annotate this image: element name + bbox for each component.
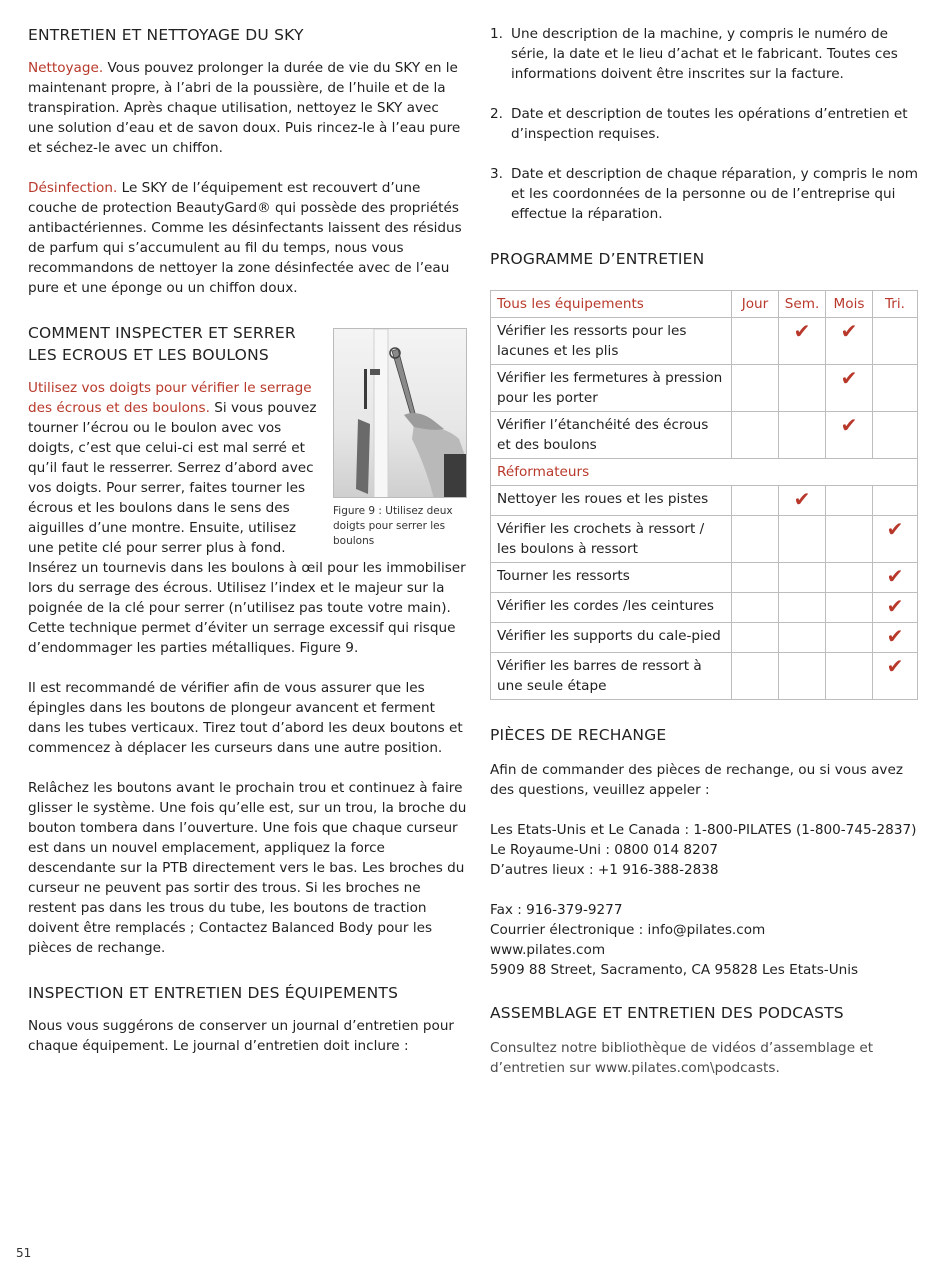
check-cell-week [779, 365, 826, 412]
cleaning-paragraph [28, 58, 468, 158]
check-cell-week [779, 623, 826, 653]
check-cell-week [779, 563, 826, 593]
list-item [490, 164, 920, 224]
group2-header [491, 459, 918, 486]
check-cell-day [732, 563, 779, 593]
task-cell: Vérifier l’étanchéité des écrous et des boulons [491, 412, 732, 459]
table-row [491, 653, 918, 700]
check-cell-month [826, 486, 873, 516]
check-cell-quarter [873, 623, 918, 653]
parts-section-title: PIÈCES DE RECHANGE [490, 726, 667, 744]
checkmark-icon: ✔ [886, 564, 904, 588]
nettoyage-label: Nettoyage. [28, 60, 104, 76]
check-cell-day [732, 365, 779, 412]
maintenance-schedule-table [490, 290, 918, 700]
contact-block [490, 900, 920, 980]
check-cell-quarter [873, 365, 918, 412]
list-item-text: Une description de la machine, y compris le numéro de série, la date et le lieu d’achat et le fabricant. Toutes ces informations doivent être inscrites sur la facture. [511, 26, 898, 82]
header-all-equipment: Tous les équipements [491, 291, 732, 318]
check-cell-day [732, 593, 779, 623]
inspect-title-line1: COMMENT INSPECTER ET SERRER [28, 324, 296, 342]
list-item-number: 3. [490, 166, 503, 182]
podcasts-paragraph: Consultez notre bibliothèque de vidéos d’assemblage et d’entretien sur www.pilates.com\podcasts. [490, 1040, 874, 1076]
table-row [491, 318, 918, 365]
header-month: Mois [826, 291, 873, 318]
check-cell-day [732, 486, 779, 516]
inspect-title-line2: LES ECROUS ET LES BOULONS [28, 346, 269, 364]
check-cell-day [732, 318, 779, 365]
right-column [490, 24, 920, 1098]
header-week: Sem. [779, 291, 826, 318]
checkmark-icon: ✔ [886, 594, 904, 618]
phone-block [490, 820, 920, 880]
website: www.pilates.com [490, 942, 606, 958]
check-cell-week [779, 486, 826, 516]
header-day: Jour [732, 291, 779, 318]
table-row [491, 412, 918, 459]
table-header-row [491, 291, 918, 318]
parts-intro: Afin de commander des pièces de rechange, ou si vous avez des questions, veuillez appeler : [490, 762, 903, 798]
check-cell-quarter [873, 486, 918, 516]
check-cell-day [732, 653, 779, 700]
check-cell-quarter [873, 318, 918, 365]
schedule-section-title: PROGRAMME D’ENTRETIEN [490, 250, 705, 268]
buttons-paragraph: Relâchez les boutons avant le prochain trou et continuez à faire glisser le système. Une fois qu’elle est, sur un trou, la broche du bouton tombera dans l’ouverture. Une fois que chaque curseur est dans un nouvel emplacement, appliquez la force descendante sur la PTB directement vers le bas. Les broches du curseur ne peuvent pas sortir des trous. Si les broches ne restent pas dans les trous du tube, les boutons de traction doivent être remplacés ; Contactez Balanced Body pour les pièces de rechange. [28, 780, 467, 956]
task-cell: Vérifier les crochets à ressort / les boulons à ressort [491, 516, 732, 563]
plunger-paragraph: Il est recommandé de vérifier afin de vous assurer que les épingles dans les boutons de plongeur avancent et ferment dans les tubes verticaux. Tirez tout d’abord les deux boutons et commencez à déplacer les curseurs dans une autre position. [28, 680, 463, 756]
check-cell-day [732, 412, 779, 459]
phone-other: D’autres lieux : +1 916-388-2838 [490, 862, 719, 878]
checkmark-icon: ✔ [793, 487, 811, 511]
checkmark-icon: ✔ [840, 413, 858, 437]
table-row [491, 593, 918, 623]
checkmark-icon: ✔ [886, 654, 904, 678]
task-cell: Vérifier les barres de ressort à une seule étape [491, 653, 732, 700]
equipment-paragraph: Nous vous suggérons de conserver un journal d’entretien pour chaque équipement. Le journal d’entretien doit inclure : [28, 1018, 455, 1054]
check-cell-day [732, 623, 779, 653]
phone-us-ca: Les Etats-Unis et Le Canada : 1-800-PILATES (1-800-745-2837) [490, 822, 917, 838]
table-row [491, 516, 918, 563]
table-row [491, 365, 918, 412]
check-cell-month [826, 563, 873, 593]
group2-body [491, 486, 918, 700]
list-item-text: Date et description de chaque réparation, y compris le nom et les coordonnées de la personne ou de l’entreprise qui effectue la réparation. [511, 166, 919, 222]
check-cell-quarter [873, 516, 918, 563]
left-column [28, 24, 468, 1076]
address: 5909 88 Street, Sacramento, CA 95828 Les Etats-Unis [490, 962, 859, 978]
check-cell-month [826, 593, 873, 623]
checkmark-icon: ✔ [886, 517, 904, 541]
check-cell-quarter [873, 593, 918, 623]
header-quarter: Tri. [873, 291, 918, 318]
check-cell-month [826, 653, 873, 700]
desinfection-label: Désinfection. [28, 180, 118, 196]
check-cell-week [779, 593, 826, 623]
reformers-row [491, 459, 918, 486]
table-row [491, 486, 918, 516]
inspect-lead: Utilisez vos doigts pour vérifier le serrage des écrous et des boulons. [28, 380, 312, 416]
check-cell-month [826, 365, 873, 412]
desinfection-text: Le SKY de l’équipement est recouvert d’une couche de protection BeautyGard® qui possède des propriétés antibactériennes. Comme les désinfectants laissent des résidus de parfum qui s’accumulent au fil du temps, nous vous recommandons de nettoyer la zone désinfectée avec de l’eau pure et une éponge ou un chiffon doux. [28, 180, 462, 296]
disinfection-paragraph [28, 178, 468, 298]
task-cell: Vérifier les ressorts pour les lacunes et les plis [491, 318, 732, 365]
figure-9-caption: Figure 9 : Utilisez deux doigts pour serrer les boulons [333, 505, 453, 547]
fax: Fax : 916-379-9277 [490, 902, 623, 918]
task-cell: Vérifier les cordes /les ceintures [491, 593, 732, 623]
inspect-body: Si vous pouvez tourner l’écrou ou le boulon avec vos doigts, c’est que celui-ci est mal serré et qu’il faut le resserrer. Serrez d’abord avec vos doigts. Pour serrer, faites tourner les écrous et les boulons dans le sens des aiguilles d’une montre. Ensuite, utilisez une petite clé pour serrer plus à fond. Insérez un tournevis dans les boulons à œil pour les immobiliser lors du serrage des écrous. Utilisez l’index et le majeur sur la poignée de la clé pour serrer (n’utilisez pas toute votre main). Cette technique permet d’éviter un serrage excessif qui risque d’endommager les parties métalliques. [28, 400, 466, 656]
email: Courrier électronique : info@pilates.com [490, 922, 766, 938]
check-cell-week [779, 318, 826, 365]
inspect-section [28, 322, 468, 958]
cleaning-section-title: ENTRETIEN ET NETTOYAGE DU SKY [28, 26, 304, 44]
reformers-label: Réformateurs [491, 459, 918, 486]
check-cell-day [732, 516, 779, 563]
checkmark-icon: ✔ [793, 319, 811, 343]
checkmark-icon: ✔ [840, 366, 858, 390]
task-cell: Vérifier les supports du cale-pied [491, 623, 732, 653]
check-cell-quarter [873, 563, 918, 593]
check-cell-month [826, 318, 873, 365]
hand-tightening-bolt-illustration [334, 329, 467, 498]
maintenance-log-list [490, 24, 920, 224]
check-cell-month [826, 412, 873, 459]
check-cell-week [779, 412, 826, 459]
check-cell-week [779, 516, 826, 563]
figure-9-photo [333, 328, 467, 498]
figure-9 [333, 328, 468, 549]
table-row [491, 563, 918, 593]
checkmark-icon: ✔ [886, 624, 904, 648]
nettoyage-text: Vous pouvez prolonger la durée de vie du SKY en le maintenant propre, à l’abri de la poussière, de l’huile et de la transpiration. Après chaque utilisation, nettoyez le SKY avec une solution d’eau et de savon doux. Puis rincez-le à l’eau pure et séchez-le avec un chiffon. [28, 60, 461, 156]
task-cell: Vérifier les fermetures à pression pour les porter [491, 365, 732, 412]
phone-uk: Le Royaume-Uni : 0800 014 8207 [490, 842, 719, 858]
check-cell-quarter [873, 653, 918, 700]
list-item [490, 104, 920, 144]
list-item-text: Date et description de toutes les opérations d’entretien et d’inspection requises. [511, 106, 908, 142]
equipment-section-title: INSPECTION ET ENTRETIEN DES ÉQUIPEMENTS [28, 984, 399, 1002]
check-cell-week [779, 653, 826, 700]
page-number: 51 [16, 1246, 32, 1260]
task-cell: Nettoyer les roues et les pistes [491, 486, 732, 516]
check-cell-month [826, 516, 873, 563]
figure-reference: Figure 9. [299, 640, 359, 656]
task-cell: Tourner les ressorts [491, 563, 732, 593]
check-cell-month [826, 623, 873, 653]
list-item-number: 1. [490, 26, 503, 42]
podcasts-section-title: ASSEMBLAGE ET ENTRETIEN DES PODCASTS [490, 1004, 844, 1022]
group1-body [491, 318, 918, 459]
list-item [490, 24, 920, 84]
checkmark-icon: ✔ [840, 319, 858, 343]
table-row [491, 623, 918, 653]
check-cell-quarter [873, 412, 918, 459]
list-item-number: 2. [490, 106, 503, 122]
